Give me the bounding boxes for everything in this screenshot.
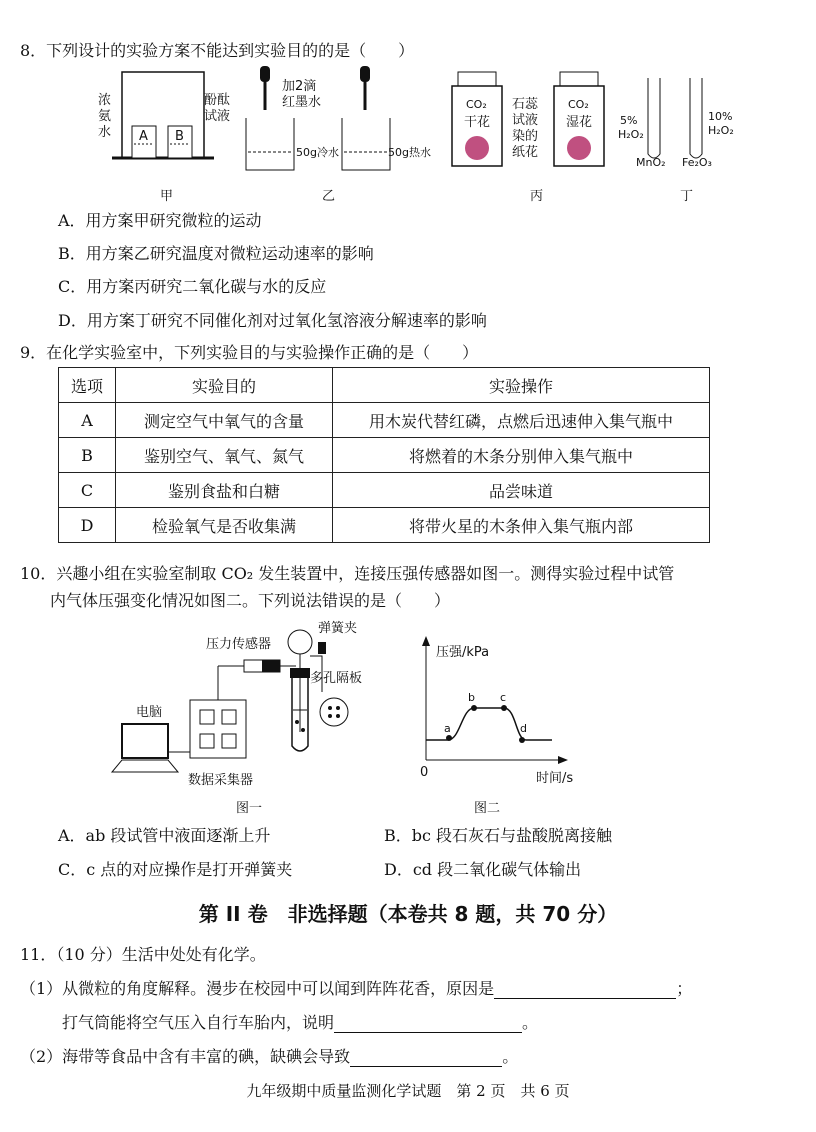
q8-option-d: D．用方案丁研究不同催化剂对过氧化氢溶液分解速率的影响 <box>58 311 487 330</box>
data-collector-label: 数据采集器 <box>188 773 254 788</box>
table-header <box>59 368 710 403</box>
table-cell: 鉴别空气、氧气、氮气 <box>116 438 333 473</box>
table-cell: 测定空气中氧气的含量 <box>116 403 333 438</box>
pressure-sensor-label: 压力传感器 <box>206 637 272 652</box>
caption-figure-1: 图一 <box>236 801 263 816</box>
q8-option-b: B．用方案乙研究温度对微粒运动速率的影响 <box>58 244 374 263</box>
caption-jia: 甲 <box>160 189 174 204</box>
q10-stem-line1: 10．兴趣小组在实验室制取 CO₂ 发生装置中，连接压强传感器如图一。测得实验过程中试管 <box>20 564 675 583</box>
q8-figure <box>0 62 816 212</box>
q9-table <box>58 367 710 543</box>
header-option: 选项 <box>59 368 116 403</box>
gas-label-1: CO₂ <box>466 98 487 111</box>
q10-option-b: B．bc 段石灰石与盐酸脱离接触 <box>384 826 613 845</box>
computer-label: 电脑 <box>136 705 163 720</box>
q11-part1a-end: ； <box>676 979 693 998</box>
figure-bing <box>452 72 604 204</box>
svg-text:氨: 氨 <box>98 109 112 124</box>
figure-yi <box>246 66 431 204</box>
q11-part1b-end: 。 <box>522 1013 539 1032</box>
spring-clip-label: 弹簧夹 <box>318 621 358 636</box>
header-operation: 实验操作 <box>333 368 710 403</box>
svg-text:试液: 试液 <box>512 113 539 128</box>
table-cell: A <box>59 403 116 438</box>
table-cell: 检验氧气是否收集满 <box>116 508 333 543</box>
caption-figure-2: 图二 <box>474 801 501 816</box>
figure-2-pressure-chart <box>420 636 573 816</box>
svg-text:水: 水 <box>98 125 112 140</box>
svg-text:染的: 染的 <box>512 129 539 144</box>
q11-part1b: 打气筒能将空气压入自行车胎内，说明 <box>62 1013 335 1032</box>
table-row <box>59 508 710 543</box>
table-row <box>59 438 710 473</box>
cold-water-label: 50g冷水 <box>296 146 339 159</box>
q8-stem: 8．下列设计的实验方案不能达到实验目的的是（ ） <box>20 41 415 60</box>
svg-text:红墨水: 红墨水 <box>282 95 322 110</box>
q8-option-a: A．用方案甲研究微粒的运动 <box>58 211 262 230</box>
y-axis-label: 压强/kPa <box>436 645 490 660</box>
q11-part1a: （1）从微粒的角度解释。漫步在校园中可以闻到阵阵花香，原因是 <box>20 979 495 998</box>
answer-blank-1[interactable] <box>494 982 676 999</box>
answer-blank-3[interactable] <box>350 1050 502 1067</box>
svg-text:石蕊: 石蕊 <box>512 97 539 112</box>
answer-blank-2[interactable] <box>334 1016 522 1033</box>
table-row <box>59 473 710 508</box>
beaker-a-label: A <box>139 129 148 144</box>
table-cell: 鉴别食盐和白糖 <box>116 473 333 508</box>
origin-label: 0 <box>420 765 429 780</box>
q11-part2-end: 。 <box>502 1047 519 1066</box>
q10-option-c: C．c 点的对应操作是打开弹簧夹 <box>58 860 293 879</box>
table-row <box>59 403 710 438</box>
table-cell: 品尝味道 <box>333 473 710 508</box>
q11-part2: （2）海带等食品中含有丰富的碘，缺碘会导致 <box>20 1047 351 1066</box>
dry-flower-label: 干花 <box>464 115 491 130</box>
header-goal: 实验目的 <box>116 368 333 403</box>
hot-water-label: 50g热水 <box>388 146 431 159</box>
point-a-label: a <box>444 722 451 735</box>
figure-jia <box>98 72 230 204</box>
point-c-label: c <box>500 691 507 704</box>
q10-stem-line2: 内气体压强变化情况如图二。下列说法错误的是（ ） <box>50 591 451 610</box>
table-cell: B <box>59 438 116 473</box>
table-cell: 用木炭代替红磷，点燃后迅速伸入集气瓶中 <box>333 403 710 438</box>
conc-10: 10% <box>708 110 733 123</box>
svg-text:浓: 浓 <box>98 93 112 108</box>
svg-text:加2滴: 加2滴 <box>282 79 317 94</box>
table-cell: D <box>59 508 116 543</box>
gas-label-2: CO₂ <box>568 98 589 111</box>
svg-text:试液: 试液 <box>204 109 231 124</box>
conc-5: 5% <box>620 114 638 127</box>
point-b-label: b <box>468 691 475 704</box>
table-cell: 将带火星的木条伸入集气瓶内部 <box>333 508 710 543</box>
svg-text:酚酞: 酚酞 <box>204 93 231 108</box>
q9-stem: 9．在化学实验室中，下列实验目的与实验操作正确的是（ ） <box>20 343 479 362</box>
section-heading: 第 II 卷 非选择题（本卷共 8 题，共 70 分） <box>198 902 618 926</box>
point-d-label: d <box>520 722 527 735</box>
wet-flower-label: 湿花 <box>566 115 593 130</box>
caption-ding: 丁 <box>680 189 694 204</box>
svg-text:纸花: 纸花 <box>512 145 539 160</box>
page-footer: 九年级期中质量监测化学试题 第 2 页 共 6 页 <box>246 1082 570 1100</box>
h2o2-label-2: H₂O₂ <box>708 124 734 137</box>
q8-option-c: C．用方案丙研究二氧化碳与水的反应 <box>58 277 327 296</box>
caption-yi: 乙 <box>322 189 336 204</box>
caption-bing: 丙 <box>530 189 544 204</box>
x-axis-label: 时间/s <box>536 771 574 786</box>
q11-stem: 11．（10 分）生活中处处有化学。 <box>20 945 266 964</box>
table-cell: C <box>59 473 116 508</box>
figure-ding <box>618 78 734 204</box>
porous-plate-label: 多孔隔板 <box>310 671 363 686</box>
figure-1-apparatus <box>112 620 362 816</box>
catalyst-fe2o3: Fe₂O₃ <box>682 156 712 169</box>
h2o2-label-1: H₂O₂ <box>618 128 644 141</box>
q10-option-a: A．ab 段试管中液面逐渐上升 <box>58 826 271 845</box>
q10-figure <box>0 612 816 817</box>
table-cell: 将燃着的木条分别伸入集气瓶中 <box>333 438 710 473</box>
beaker-b-label: B <box>175 129 184 144</box>
catalyst-mno2: MnO₂ <box>636 156 666 169</box>
q10-option-d: D．cd 段二氧化碳气体输出 <box>384 860 582 879</box>
